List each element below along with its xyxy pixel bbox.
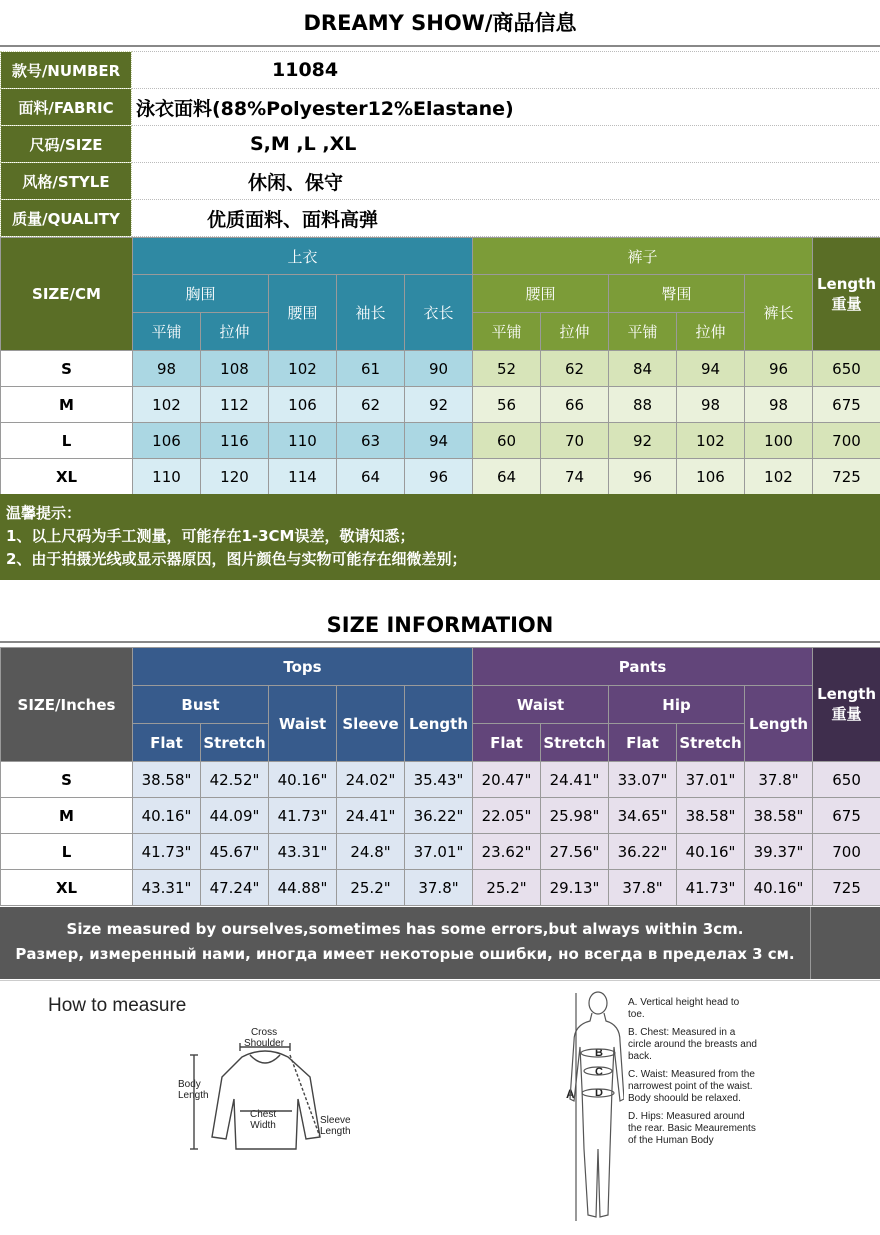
table-cell: 114 <box>269 459 337 495</box>
letter-d-label: D <box>595 1087 603 1099</box>
sweater-diagram-icon <box>170 1041 370 1161</box>
flat-header: Flat <box>473 724 541 762</box>
waist-header: 腰围 <box>269 275 337 351</box>
flat-header: 平铺 <box>609 313 677 351</box>
info-key: 质量/QUALITY <box>1 200 132 237</box>
table-cell: 94 <box>677 351 745 387</box>
table-cell: 102 <box>269 351 337 387</box>
table-cell: 64 <box>473 459 541 495</box>
title-divider <box>0 45 880 47</box>
table-cell: 110 <box>133 459 201 495</box>
tips-line: 2、由于拍摄光线或显示器原因，图片颜色与实物可能存在细微差别； <box>6 550 467 568</box>
table-cell: 66 <box>541 387 609 423</box>
table-cell: 70 <box>541 423 609 459</box>
table-cell: 25.2" <box>337 870 405 906</box>
table-cell: 120 <box>201 459 269 495</box>
note-b: B. Chest: Measured in a circle around the breasts and back. <box>628 1027 757 1062</box>
table-cell: 29.13" <box>541 870 609 906</box>
size-table-inches <box>0 647 880 906</box>
info-row-size <box>1 126 880 163</box>
table-cell: 650 <box>813 762 880 798</box>
flat-header: Flat <box>133 724 201 762</box>
table-cell: 84 <box>609 351 677 387</box>
table-row <box>1 762 880 798</box>
table-cell: 40.16" <box>133 798 201 834</box>
table-cell: 96 <box>405 459 473 495</box>
human-body-diagram-icon <box>560 989 624 1229</box>
table-cell: 24.41" <box>541 762 609 798</box>
table-cell: 36.22" <box>609 834 677 870</box>
sleeve-header: 袖长 <box>337 275 405 351</box>
table-cell: 44.88" <box>269 870 337 906</box>
table-cell: 24.02" <box>337 762 405 798</box>
table-cell: 700 <box>813 423 880 459</box>
note-d: D. Hips: Measured around the rear. Basic Meaurements of the Human Body <box>628 1111 756 1146</box>
table-cell: 40.16" <box>677 834 745 870</box>
table-cell: 40.16" <box>745 870 813 906</box>
table-cell: 44.09" <box>201 798 269 834</box>
table-cell: 98 <box>133 351 201 387</box>
table-cell: 106 <box>677 459 745 495</box>
table-cell: 45.67" <box>201 834 269 870</box>
table-cell: 60 <box>473 423 541 459</box>
corner-header: SIZE/CM <box>1 238 133 351</box>
table-cell: 112 <box>201 387 269 423</box>
table-cell: 108 <box>201 351 269 387</box>
table-cell: 42.52" <box>201 762 269 798</box>
section-divider <box>0 641 880 643</box>
pants-waist-header: Waist <box>473 686 609 724</box>
flat-header: Flat <box>609 724 677 762</box>
info-value: S,M ,L ,XL <box>132 126 880 163</box>
table-cell: 33.07" <box>609 762 677 798</box>
tips-title: 温馨提示： <box>6 504 82 522</box>
length-header: Length 重量 <box>813 238 880 351</box>
info-value: 11084 <box>132 52 880 89</box>
table-cell: 43.31" <box>269 834 337 870</box>
info-row-style <box>1 163 880 200</box>
stretch-header: 拉伸 <box>541 313 609 351</box>
hip-header: 臀围 <box>609 275 745 313</box>
size-label: XL <box>1 870 133 906</box>
table-cell: 62 <box>541 351 609 387</box>
table-cell: 38.58" <box>677 798 745 834</box>
table-cell: 25.98" <box>541 798 609 834</box>
letter-b-label: B <box>595 1047 603 1059</box>
table-cell: 56 <box>473 387 541 423</box>
how-to-measure <box>0 980 880 1235</box>
info-row-quality <box>1 200 880 237</box>
table-cell: 64 <box>337 459 405 495</box>
table-cell: 63 <box>337 423 405 459</box>
table-cell: 110 <box>269 423 337 459</box>
measurement-note <box>0 907 880 979</box>
table-cell: 92 <box>405 387 473 423</box>
table-cell: 24.8" <box>337 834 405 870</box>
flat-header: 平铺 <box>133 313 201 351</box>
table-cell: 98 <box>745 387 813 423</box>
table-cell: 37.01" <box>677 762 745 798</box>
sleeve-length-label: Sleeve Length <box>320 1115 351 1137</box>
size-label: S <box>1 351 133 387</box>
info-key: 风格/STYLE <box>1 163 132 200</box>
info-row-number <box>1 52 880 89</box>
measurement-notes <box>628 997 758 1153</box>
table-row <box>1 351 880 387</box>
table-cell: 102 <box>745 459 813 495</box>
size-label: XL <box>1 459 133 495</box>
bust-header: Bust <box>133 686 269 724</box>
table-row <box>1 798 880 834</box>
table-cell: 92 <box>609 423 677 459</box>
flat-header: 平铺 <box>473 313 541 351</box>
tips-line: 1、以上尺码为手工测量，可能存在1-3CM误差，敬请知悉； <box>6 527 415 545</box>
table-cell: 37.01" <box>405 834 473 870</box>
table-cell: 41.73" <box>133 834 201 870</box>
table-cell: 675 <box>813 387 880 423</box>
stretch-header: Stretch <box>201 724 269 762</box>
table-cell: 38.58" <box>745 798 813 834</box>
table-cell: 34.65" <box>609 798 677 834</box>
table-cell: 39.37" <box>745 834 813 870</box>
chest-width-label: Chest Width <box>250 1109 277 1131</box>
table-cell: 41.73" <box>677 870 745 906</box>
table-cell: 116 <box>201 423 269 459</box>
table-cell: 725 <box>813 459 880 495</box>
table-row <box>1 423 880 459</box>
letter-c-label: C <box>595 1066 603 1078</box>
table-cell: 106 <box>269 387 337 423</box>
table-cell: 100 <box>745 423 813 459</box>
top-length-header: Length <box>405 686 473 762</box>
size-label: L <box>1 423 133 459</box>
table-cell: 27.56" <box>541 834 609 870</box>
tops-header: 上衣 <box>133 238 473 275</box>
table-cell: 700 <box>813 834 880 870</box>
stretch-header: Stretch <box>541 724 609 762</box>
note-c: C. Waist: Measured from the narrowest point of the waist. Body shoould be relaxed. <box>628 1069 755 1104</box>
table-cell: 102 <box>133 387 201 423</box>
table-cell: 41.73" <box>269 798 337 834</box>
table-cell: 37.8" <box>405 870 473 906</box>
table-cell: 35.43" <box>405 762 473 798</box>
stretch-header: 拉伸 <box>201 313 269 351</box>
size-label: L <box>1 834 133 870</box>
table-cell: 74 <box>541 459 609 495</box>
waist-header: Waist <box>269 686 337 762</box>
pants-length-header: 裤长 <box>745 275 813 351</box>
tops-header: Tops <box>133 648 473 686</box>
info-row-fabric <box>1 89 880 126</box>
table-cell: 52 <box>473 351 541 387</box>
table-row <box>1 387 880 423</box>
page-title: DREAMY SHOW/商品信息 <box>303 11 577 35</box>
note-line-ru: Размер, измеренный нами, иногда имеет некоторые ошибки, но всегда в пределах 3 см. <box>15 945 795 963</box>
table-cell: 725 <box>813 870 880 906</box>
note-a: A. Vertical height head to toe. <box>628 997 740 1020</box>
table-cell: 37.8" <box>745 762 813 798</box>
table-cell: 98 <box>677 387 745 423</box>
note-side-cell <box>810 907 880 979</box>
table-cell: 38.58" <box>133 762 201 798</box>
table-cell: 88 <box>609 387 677 423</box>
table-cell: 106 <box>133 423 201 459</box>
table-cell: 23.62" <box>473 834 541 870</box>
table-cell: 36.22" <box>405 798 473 834</box>
info-key: 款号/NUMBER <box>1 52 132 89</box>
cross-shoulder-label: Cross Shoulder <box>244 1027 285 1049</box>
table-cell: 62 <box>337 387 405 423</box>
info-value: 优质面料、面料高弹 <box>132 200 880 237</box>
body-length-label: Body Length <box>178 1079 209 1101</box>
stretch-header: Stretch <box>677 724 745 762</box>
info-value: 休闲、保守 <box>132 163 880 200</box>
table-cell: 94 <box>405 423 473 459</box>
stretch-header: 拉伸 <box>677 313 745 351</box>
table-cell: 650 <box>813 351 880 387</box>
corner-header: SIZE/Inches <box>1 648 133 762</box>
product-info-table <box>0 51 880 237</box>
sleeve-header: Sleeve <box>337 686 405 762</box>
table-cell: 43.31" <box>133 870 201 906</box>
table-cell: 90 <box>405 351 473 387</box>
table-cell: 25.2" <box>473 870 541 906</box>
pants-length-header: Length <box>745 686 813 762</box>
table-row <box>1 870 880 906</box>
table-cell: 61 <box>337 351 405 387</box>
table-cell: 96 <box>609 459 677 495</box>
length-header: Length 重量 <box>813 648 880 762</box>
info-value: 泳衣面料(88%Polyester12%Elastane) <box>132 89 880 126</box>
table-cell: 24.41" <box>337 798 405 834</box>
table-cell: 47.24" <box>201 870 269 906</box>
letter-a-label: A <box>566 1087 575 1101</box>
table-cell: 675 <box>813 798 880 834</box>
pants-header: Pants <box>473 648 813 686</box>
size-label: M <box>1 387 133 423</box>
warm-tips <box>0 494 880 580</box>
section-title: SIZE INFORMATION <box>326 613 554 637</box>
info-key: 面料/FABRIC <box>1 89 132 126</box>
table-cell: 40.16" <box>269 762 337 798</box>
how-to-measure-title: How to measure <box>48 995 187 1016</box>
table-row <box>1 459 880 495</box>
top-length-header: 衣长 <box>405 275 473 351</box>
info-key: 尺码/SIZE <box>1 126 132 163</box>
note-line-en: Size measured by ourselves,sometimes has some errors,but always within 3cm. <box>66 920 744 938</box>
table-cell: 22.05" <box>473 798 541 834</box>
size-table-cm <box>0 237 880 495</box>
pants-header: 裤子 <box>473 238 813 275</box>
hip-header: Hip <box>609 686 745 724</box>
table-row <box>1 834 880 870</box>
table-cell: 37.8" <box>609 870 677 906</box>
table-cell: 102 <box>677 423 745 459</box>
table-cell: 96 <box>745 351 813 387</box>
size-label: M <box>1 798 133 834</box>
table-cell: 20.47" <box>473 762 541 798</box>
size-label: S <box>1 762 133 798</box>
pants-waist-header: 腰围 <box>473 275 609 313</box>
bust-header: 胸围 <box>133 275 269 313</box>
